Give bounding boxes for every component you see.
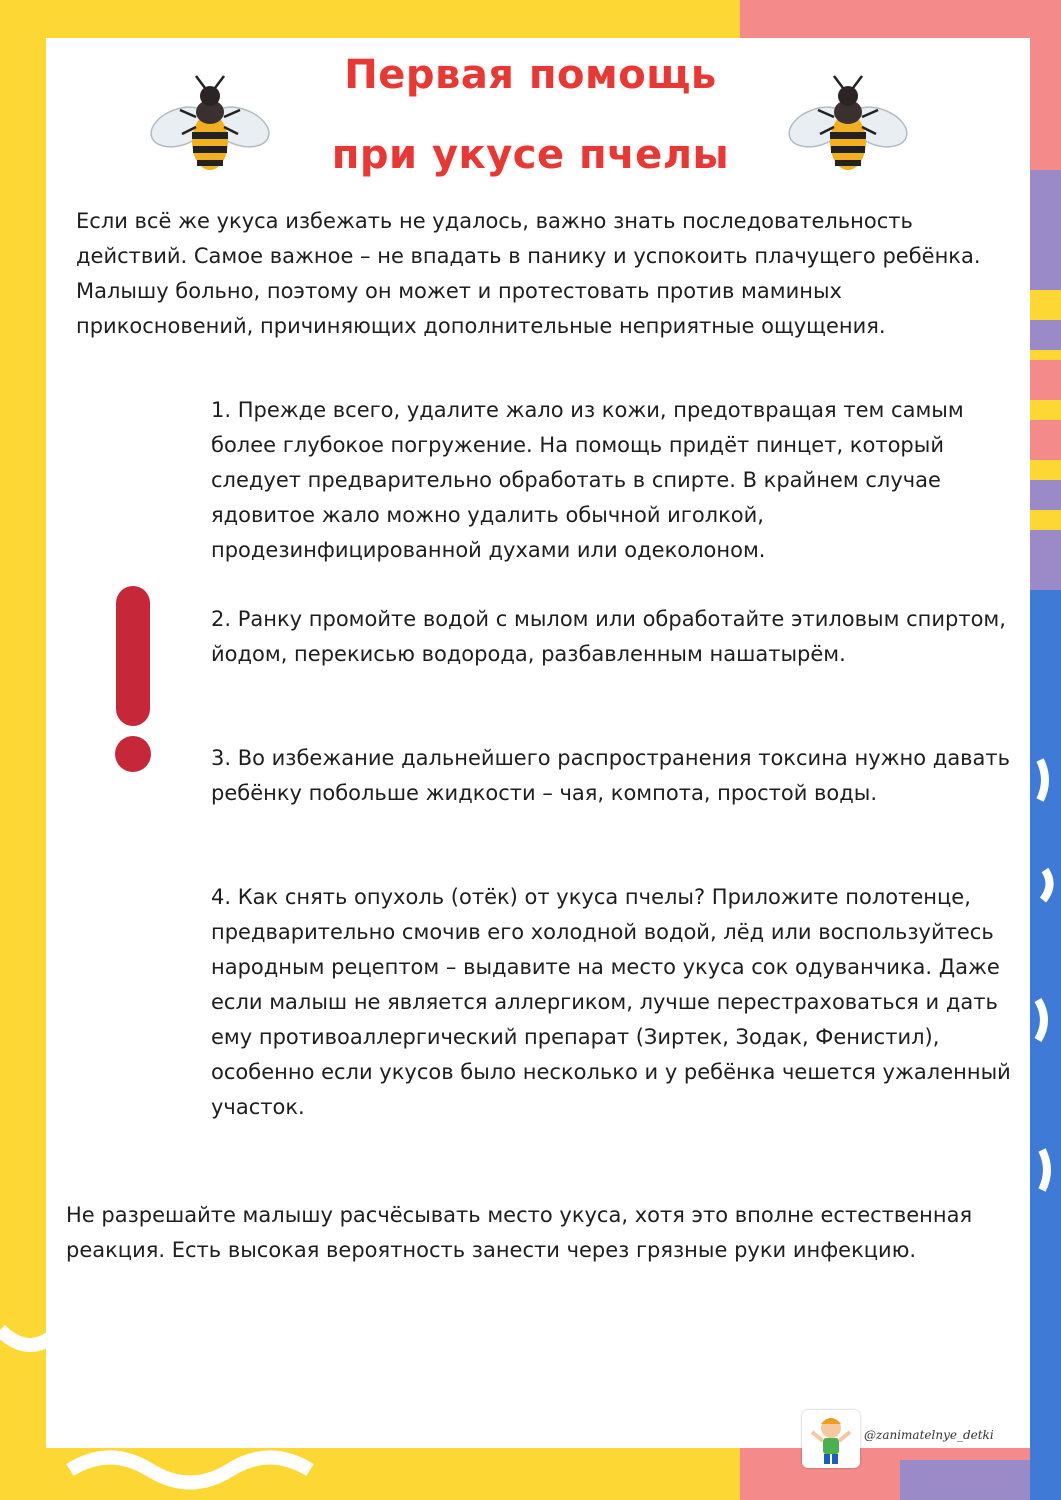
kid-logo-icon (802, 1410, 860, 1468)
step-1: 1. Прежде всего, удалите жало из кожи, предотвращая тем самым более глубокое погружение. На помощь придёт пинцет, который следует предварительно обработать в спирте. В крайнем случае ядовитое жало можно удалить обычной иголкой, продезинфицированной духами или одеколоном. (211, 398, 964, 562)
page-title-line-2: при укусе пчелы (331, 132, 730, 178)
step-2: 2. Ранку промойте водой с мылом или обработайте этиловым спиртом, йодом, перекисью водорода, разбавленным нашатырём. (211, 607, 1006, 666)
intro-paragraph: Если всё же укуса избежать не удалось, важно знать последовательность действий. Самое важное – не впадать в панику и успокоить плачущего ребёнка. Малышу больно, поэтому он может и протестовать против маминых прикосновений, причиняющих дополнительные неприятные ощущения. (76, 209, 981, 338)
outro-paragraph: Не разрешайте малышу расчёсывать место укуса, хотя это вполне естественная реакция. Есть высокая вероятность занести через грязные руки инфекцию. (66, 1203, 973, 1262)
step-4: 4. Как снять опухоль (отёк) от укуса пчелы? Приложите полотенце, предварительно смочив его холодной водой, лёд или воспользуйтесь народным рецептом – выдавите на место укуса сок одуванчика. Даже если малыш не является аллергиком, лучше перестраховаться и дать ему противоаллергический препарат (Зиртек, Зодак, Фенистил), особенно если укусов было несколько и у ребёнка чешется ужаленный участок. (211, 885, 1011, 1119)
page-title-line-1: Первая помощь (344, 52, 717, 98)
social-handle[interactable]: @zanimatelnye_detki (864, 1428, 994, 1442)
step-3: 3. Во избежание дальнейшего распространения токсина нужно давать ребёнку побольше жидкости – чая, компота, простой воды. (211, 746, 1011, 805)
exclamation-icon (110, 586, 156, 776)
